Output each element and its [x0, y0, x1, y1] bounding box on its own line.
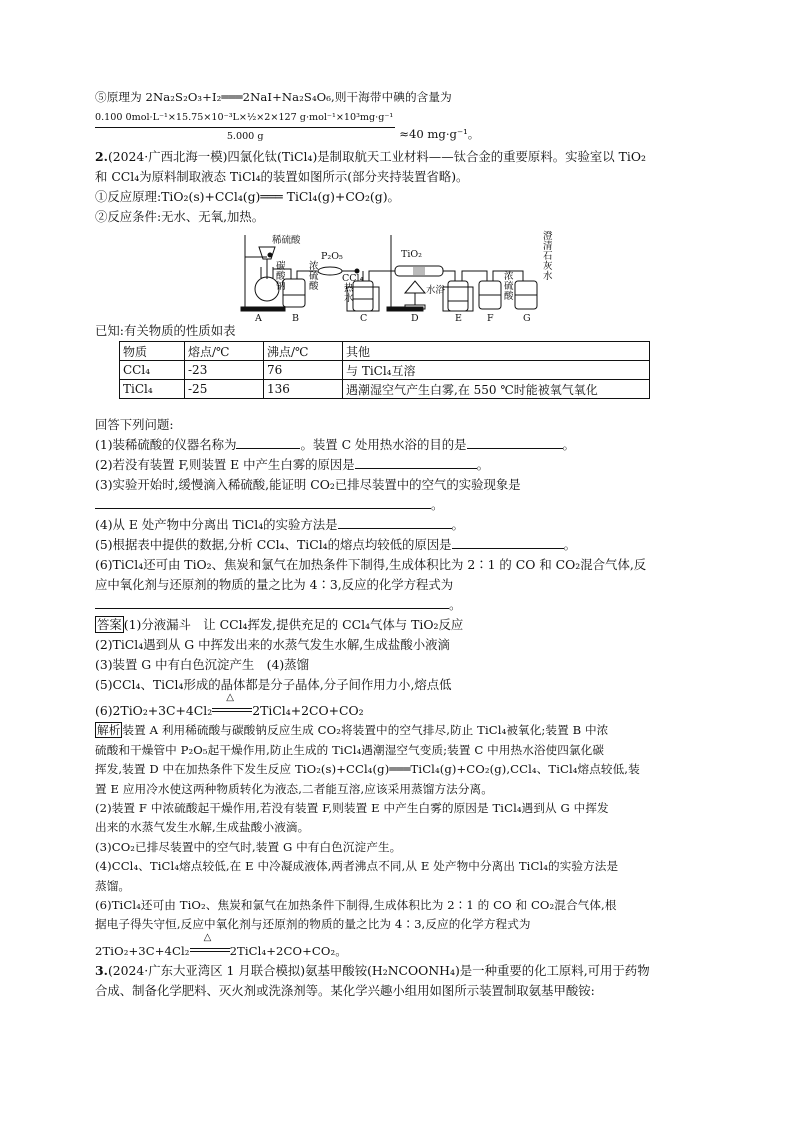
label-C: C [360, 313, 368, 322]
label-tio2: TiO₂ [401, 249, 422, 261]
analysis-line-8: (4)CCl₄、TiCl₄熔点较低,在 E 中冷凝成液体,两者沸点不同,从 E 处产物中分离出 TiCl₄的实验方法是 [95, 859, 619, 874]
question-2: (2)若没有装置 F,则装置 E 中产生白雾的原因是 。 [95, 457, 490, 473]
fraction-result: ≈40 mg·g⁻¹。 [399, 127, 480, 142]
question-1: (1)装稀硫酸的仪器名称为 。装置 C 处用热水浴的目的是 。 [95, 437, 575, 453]
properties-table [119, 341, 650, 399]
answer-line-5: (5)CCl₄、TiCl₄形成的晶体都是分子晶体,分子间作用力小,熔点低 [95, 677, 452, 693]
fraction-numerator: 0.100 0mol·L⁻¹×15.75×10⁻³L×½×2×127 g·mol⁻¹×10³mg·g⁻¹ [95, 111, 395, 128]
question-3: (3)实验开始时,缓慢滴入稀硫酸,能证明 CO₂已排尽装置中的空气的实验现象是 [95, 477, 521, 493]
label-dilute-acid: 稀硫酸 [272, 235, 301, 247]
label-B: B [292, 313, 299, 322]
table-header: 其他 [343, 342, 650, 361]
label-limewater-char: 灰 [543, 261, 553, 273]
q2-intro-line1: 2.(2024·广西北海一模)四氯化钛(TiCl₄)是制取航天工业材料——钛合金的重要原料。实验室以 TiO₂ [95, 149, 646, 165]
analysis-equation: 2TiO₂+3C+4Cl₂ △ 2TiCl₄+2CO+CO₂。 [95, 931, 347, 958]
q2-condition: ②反应条件:无水、无氧,加热。 [95, 209, 265, 225]
answer-line-6: (6)2TiO₂+3C+4Cl₂ △ 2TiCl₄+2CO+CO₂ [95, 692, 364, 719]
answer-line-2: (2)TiCl₄遇到从 G 中挥发出来的水蒸气发生水解,生成盐酸小液滴 [95, 637, 450, 653]
answer-blank [452, 535, 564, 549]
answer-blank [95, 595, 449, 609]
label-conc-sulfuric-b-char: 浓 [309, 261, 319, 273]
label-sodium-carbonate [276, 260, 286, 292]
table-cell: -25 [185, 380, 264, 399]
table-header: 沸点/℃ [264, 342, 343, 361]
analysis-line-6: 出来的水蒸气发生水解,生成盐酸小液滴。 [95, 820, 310, 835]
question-3-blank: 。 [95, 495, 705, 515]
answer-blank [236, 435, 300, 449]
answer-tag: 答案 [97, 617, 122, 633]
apparatus-diagram [95, 229, 705, 321]
label-F: F [487, 313, 494, 322]
table-cell: 与 TiCl₄互溶 [343, 361, 650, 380]
table-row [120, 380, 650, 399]
q2-intro-line2: 和 CCl₄为原料制取液态 TiCl₄的装置如图所示(部分夹持装置省略)。 [95, 169, 469, 185]
analysis-line-5: (2)装置 F 中浓硫酸起干燥作用,若没有装置 F,则装置 E 中产生白雾的原因是 TiCl₄遇到从 G 中挥发 [95, 801, 609, 816]
analysis-line-11: 据电子得失守恒,反应中氧化剂与还原剂的物质的量之比为 4∶3,反应的化学方程式为 [95, 917, 531, 932]
q2-principle: ①反应原理:TiO₂(s)+CCl₄(g)═══ TiCl₄(g)+CO₂(g)。 [95, 189, 400, 205]
analysis-line-1: 解析 装置 A 利用稀硫酸与碳酸钠反应生成 CO₂将装置中的空气排尽,防止 TiCl₄被氧化;装置 B 中浓 [97, 723, 609, 738]
analysis-line-3: 挥发,装置 D 中在加热条件下发生反应 TiO₂(s)+CCl₄(g)═══TiCl₄(g)+CO₂(g),CCl₄、TiCl₄熔点较低,装 [95, 762, 640, 777]
label-limewater-char: 水 [543, 271, 553, 283]
analysis-line-2: 硫酸和干燥管中 P₂O₅起干燥作用,防止生成的 TiCl₄遇潮湿空气变质;装置 C 中用热水浴使四氯化碳 [95, 742, 605, 757]
answer-line-1: 答案 (1)分液漏斗 让 CCl₄挥发,提供充足的 CCl₄气体与 TiO₂反应 [97, 617, 464, 633]
table-cell: 136 [264, 380, 343, 399]
apparatus-svg [95, 229, 705, 321]
answer-line-3: (3)装置 G 中有白色沉淀产生 (4)蒸馏 [95, 657, 309, 673]
label-limewater-char: 澄 [543, 231, 553, 243]
label-limewater-vertical [543, 230, 553, 282]
label-conc-sulfuric-f-char: 浓 [504, 271, 514, 283]
table-cell: -23 [185, 361, 264, 380]
label-A: A [255, 313, 262, 322]
table-cell: TiCl₄ [120, 380, 185, 399]
label-conc-sulfuric-b [309, 260, 319, 292]
label-hot-water-char: 热 [344, 283, 354, 295]
label-conc-sulfuric-f [504, 270, 514, 302]
table-header-row [120, 342, 650, 361]
label-conc-sulfuric-f-char: 硫 [504, 281, 514, 293]
analysis-line-4: 置 E 应用冷水使这两种物质转化为液态,二者能互溶,应该采用蒸馏方法分离。 [95, 781, 493, 796]
question-4: (4)从 E 处产物中分离出 TiCl₄的实验方法是 。 [95, 517, 464, 533]
heat-equals-sign: △ [212, 699, 252, 717]
label-G: G [523, 313, 531, 322]
table-cell: CCl₄ [120, 361, 185, 380]
table-header: 物质 [120, 342, 185, 361]
iodine-content-fraction [95, 107, 705, 147]
analysis-tag: 解析 [97, 723, 121, 738]
label-conc-sulfuric-b-char: 酸 [309, 281, 319, 293]
q1-principle-line: ⑤原理为 2Na₂S₂O₃+I₂═══2NaI+Na₂S₄O₆,则干海带中碘的含量为 [95, 90, 452, 104]
table-cell: 76 [264, 361, 343, 380]
question-5: (5)根据表中提供的数据,分析 CCl₄、TiCl₄的熔点均较低的原因是 。 [95, 537, 576, 553]
label-limewater-char: 石 [543, 251, 553, 263]
label-hot-water-char: 水 [344, 293, 354, 305]
answer-blank [355, 455, 477, 469]
analysis-line-9: 蒸馏。 [95, 878, 131, 893]
table-header: 熔点/℃ [185, 342, 264, 361]
heat-equals-sign: △ [190, 939, 230, 957]
table-cell: 遇潮湿空气产生白雾,在 550 ℃时能被氧气氧化 [343, 380, 650, 399]
label-sodium-carbonate-char: 酸 [276, 271, 286, 283]
analysis-line-10: (6)TiCl₄还可由 TiO₂、焦炭和氯气在加热条件下制得,生成体积比为 2∶1 的 CO 和 CO₂混合气体,根 [95, 898, 617, 913]
question-6-line1: (6)TiCl₄还可由 TiO₂、焦炭和氯气在加热条件下制得,生成体积比为 2∶1 的 CO 和 CO₂混合气体,反 [95, 557, 647, 573]
q2-known: 已知:有关物质的性质如表 [95, 323, 236, 339]
question-6-blank: 。 [95, 595, 705, 615]
label-E: E [455, 313, 462, 322]
label-ccl4: CCl₄ [342, 273, 364, 285]
question-6-line2: 应中氧化剂与还原剂的物质的量之比为 4∶3,反应的化学方程式为 [95, 577, 454, 593]
label-p2o5: P₂O₅ [321, 251, 343, 263]
answer-blank [467, 435, 563, 449]
label-sodium-carbonate-char: 钠 [276, 281, 286, 293]
label-limewater-char: 清 [543, 241, 553, 253]
page-content [95, 88, 705, 1001]
label-conc-sulfuric-f-char: 酸 [504, 291, 514, 303]
label-sodium-carbonate-char: 碳 [276, 261, 286, 273]
answer-blank [95, 495, 431, 509]
q3-line1: 3.(2024·广东大亚湾区 1 月联合模拟)氨基甲酸铵(H₂NCOONH₄)是一种重要的化工原料,可用于药物 [95, 963, 650, 979]
label-conc-sulfuric-b-char: 硫 [309, 271, 319, 283]
fraction-denominator: 5.000 g [226, 130, 264, 142]
answer-prompt: 回答下列问题: [95, 417, 174, 433]
analysis-line-7: (3)CO₂已排尽装置中的空气时,装置 G 中有白色沉淀产生。 [95, 839, 402, 854]
table-row [120, 361, 650, 380]
answer-blank [338, 515, 452, 529]
label-water-bath: 水浴 [426, 285, 446, 297]
q3-line2: 合成、制备化学肥料、灭火剂或洗涤剂等。某化学兴趣小组用如图所示装置制取氨基甲酸铵: [95, 983, 595, 999]
label-D: D [411, 313, 419, 322]
label-hot-water [344, 282, 354, 304]
